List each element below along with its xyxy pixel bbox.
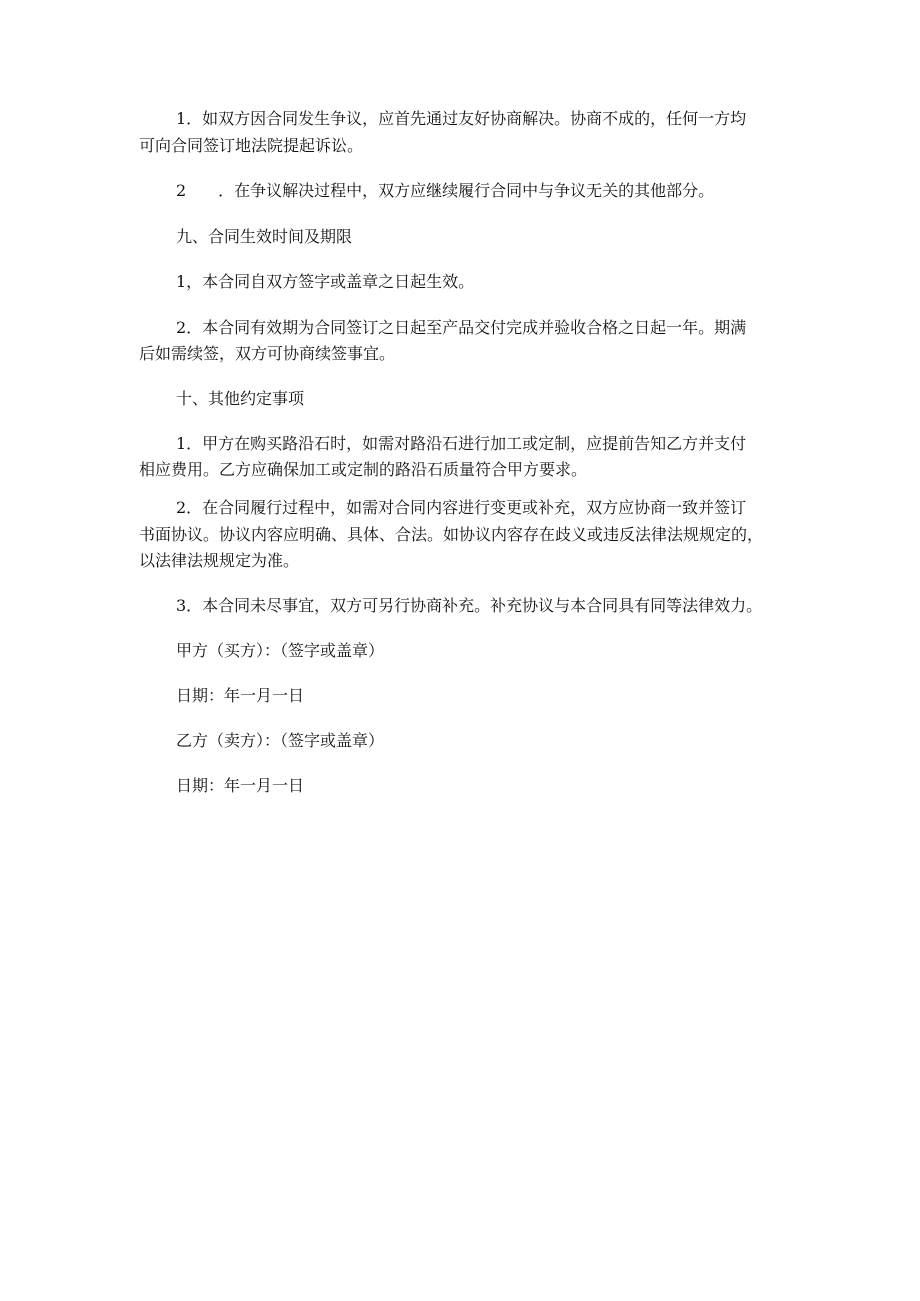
other-clause-2-line-3: 以法律法规规定为准。 — [139, 551, 300, 570]
section-heading-other-terms: 十、其他约定事项 — [176, 389, 305, 408]
other-clause-2-line-1: 2．在合同履行过程中，如需对合同内容进行变更或补充，双方应协商一致并签订 — [176, 498, 747, 517]
party-b-signature: 乙方（卖方）：（签字或盖章） — [176, 731, 385, 750]
other-clause-3: 3．本合同未尽事宜，双方可另行协商补充。补充协议与本合同具有同等法律效力。 — [176, 596, 763, 615]
other-clause-1-line-2: 相应费用。乙方应确保加工或定制的路沿石质量符合甲方要求。 — [139, 460, 588, 479]
other-clause-2-line-2: 书面协议。协议内容应明确、具体、合法。如协议内容存在歧义或违反法律法规规定的， — [139, 525, 764, 544]
section-heading-effective-term: 九、合同生效时间及期限 — [176, 227, 353, 246]
party-a-date: 日期：年一月一日 — [176, 686, 305, 705]
other-clause-1-line-1: 1．甲方在购买路沿石时，如需对路沿石进行加工或定制，应提前告知乙方并支付 — [176, 434, 747, 453]
effective-clause-2-line-1: 2．本合同有效期为合同签订之日起至产品交付完成并验收合格之日起一年。期满 — [176, 318, 747, 337]
dispute-clause-2: 2 ．在争议解决过程中，双方应继续履行合同中与争议无关的其他部分。 — [176, 181, 715, 200]
effective-clause-1: 1，本合同自双方签字或盖章之日起生效。 — [176, 272, 475, 291]
dispute-clause-1-line-2: 可向合同签订地法院提起诉讼。 — [139, 136, 364, 155]
effective-clause-2-line-2: 后如需续签，双方可协商续签事宜。 — [139, 344, 396, 363]
dispute-clause-1-line-1: 1．如双方因合同发生争议，应首先通过友好协商解决。协商不成的，任何一方均 — [176, 109, 747, 128]
party-a-signature: 甲方（买方）：（签字或盖章） — [176, 641, 385, 660]
party-b-date: 日期：年一月一日 — [176, 776, 305, 795]
